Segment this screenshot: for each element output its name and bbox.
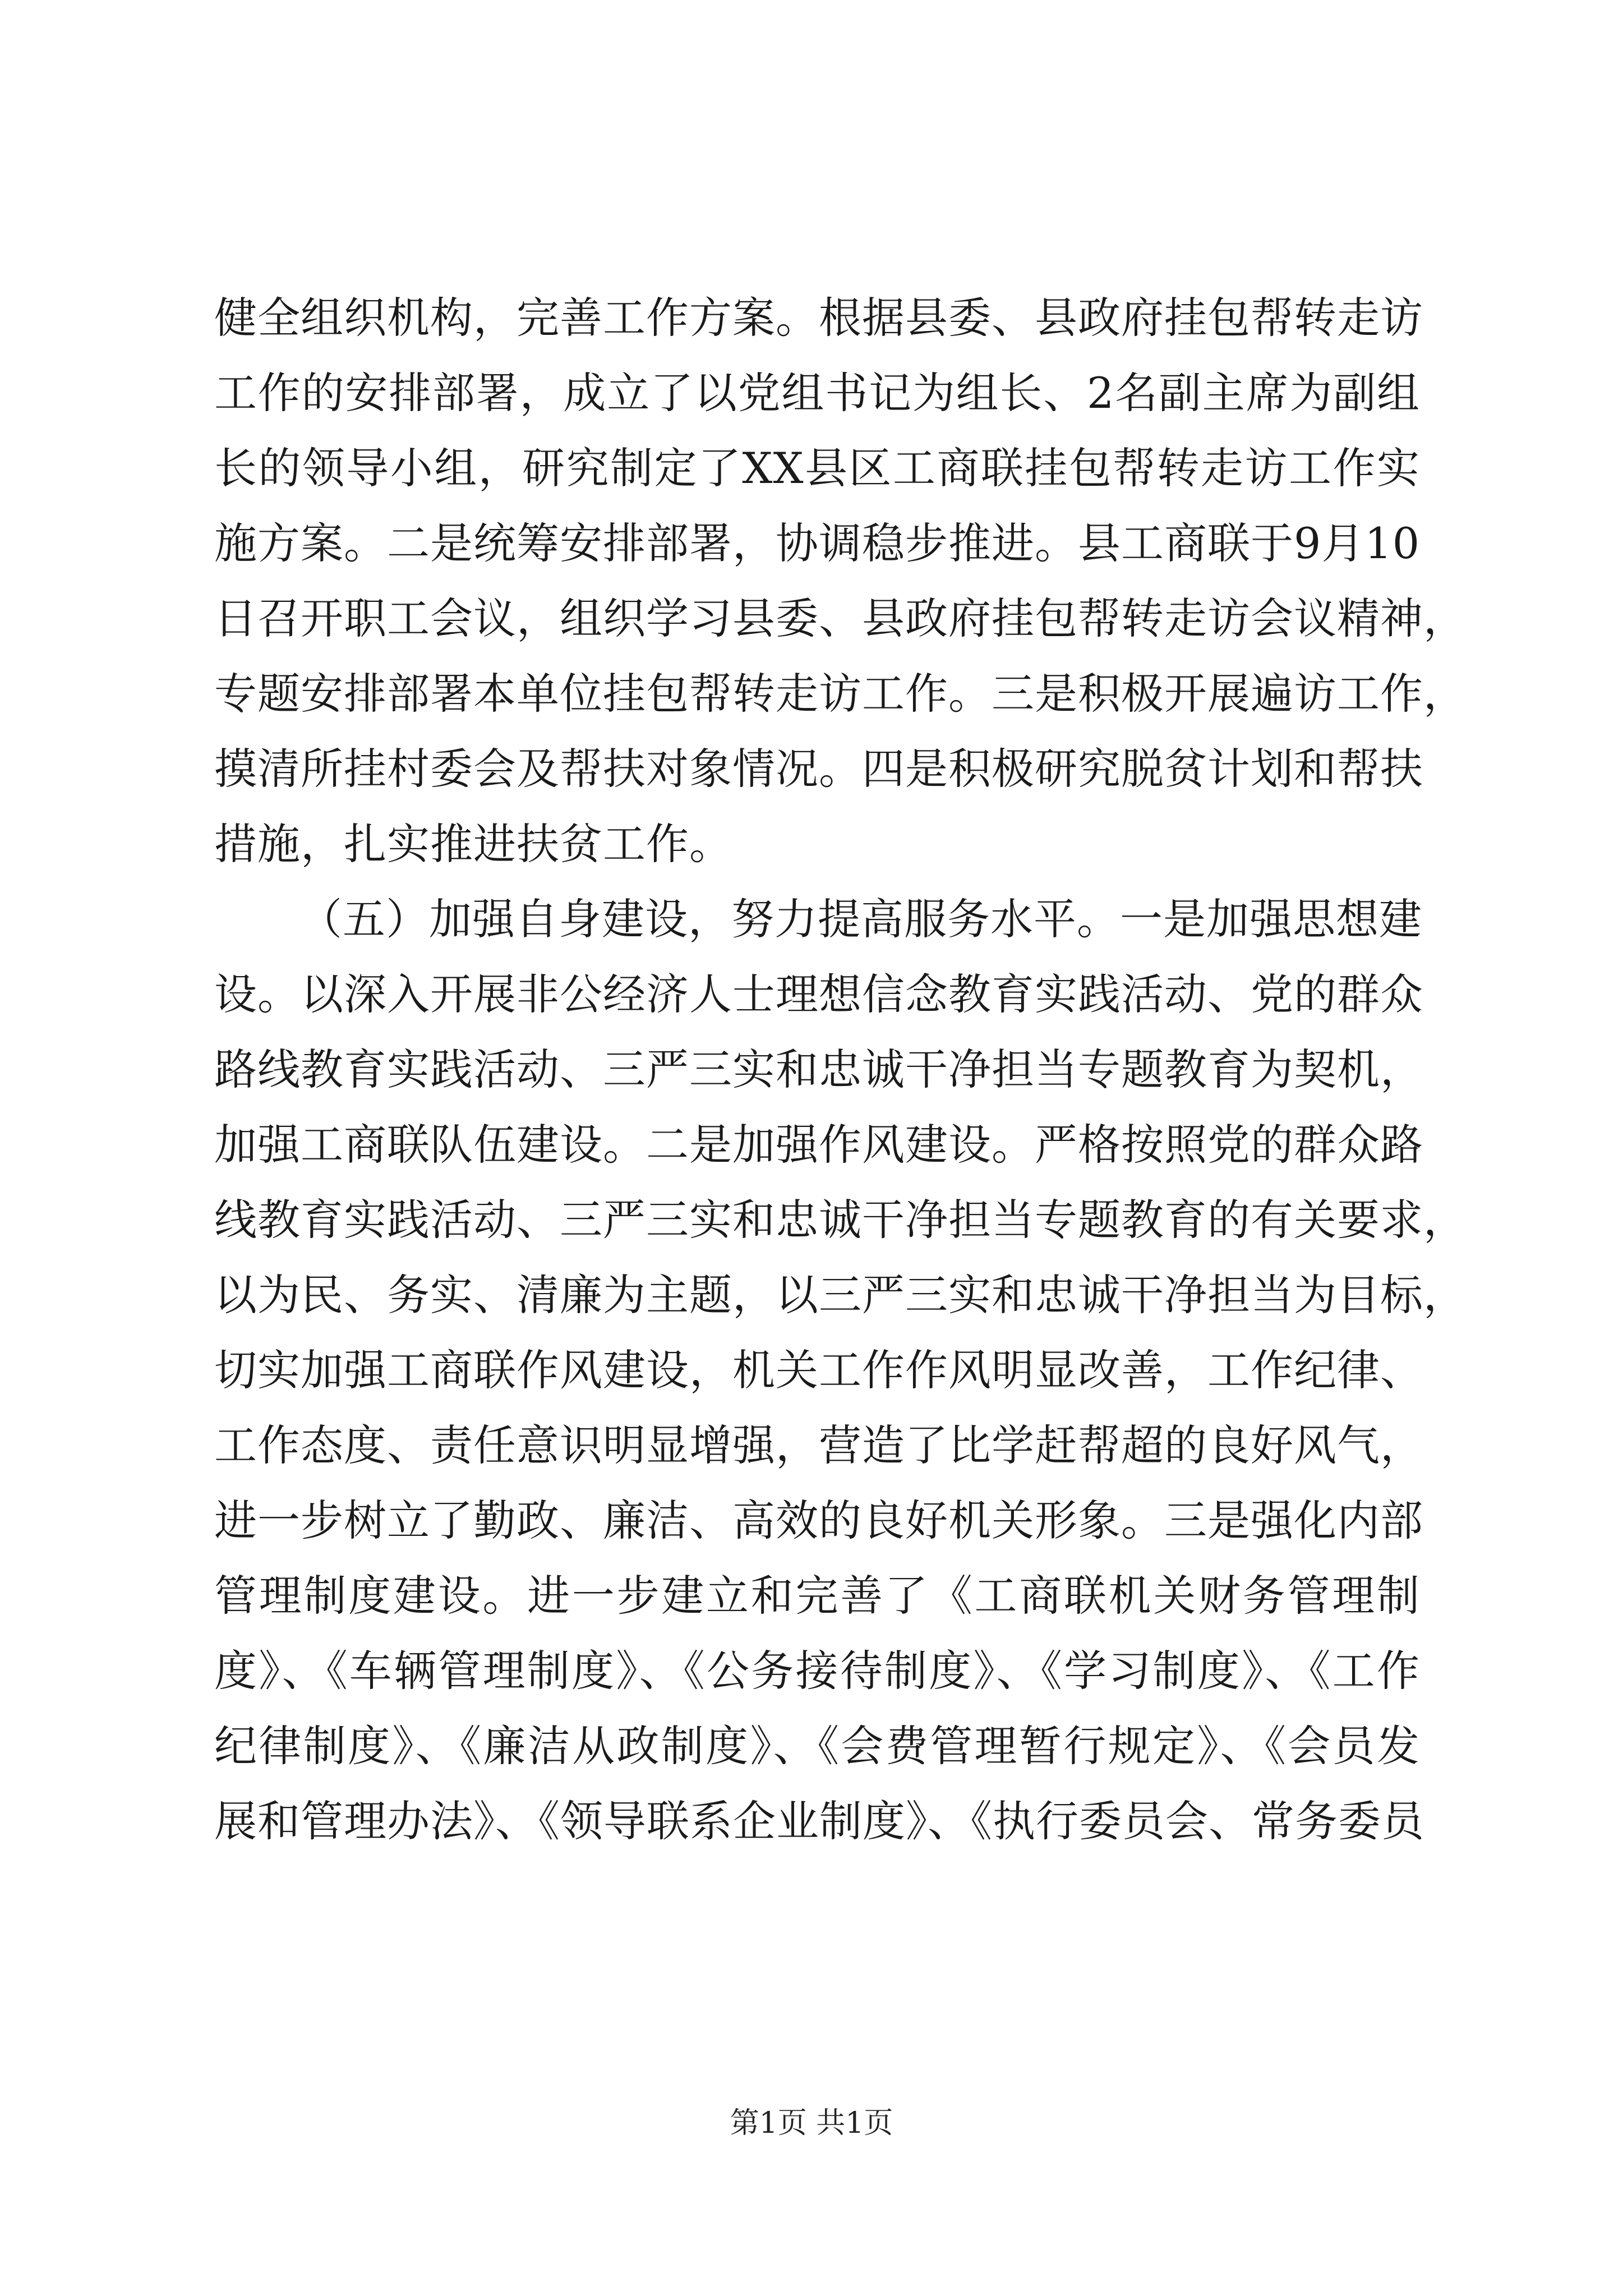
text-line: 以为民、务实、清廉为主题，以三严三实和忠诚干净担当为目标，: [214, 1270, 1467, 1320]
text-line: 工作的安排部署，成立了以党组书记为组长、2名副主席为副组: [214, 368, 1420, 418]
text-line: 管理制度建设。进一步建立和完善了《工商联机关财务管理制: [214, 1571, 1420, 1621]
text-line: 施方案。二是统筹安排部署，协调稳步推进。县工商联于9月10: [214, 518, 1421, 568]
text-line: 线教育实践活动、三严三实和忠诚干净担当专题教育的有关要求，: [214, 1195, 1467, 1245]
text-line: 工作态度、责任意识明显增强，营造了比学赶帮超的良好风气，: [214, 1420, 1423, 1470]
text-line: 度》、《车辆管理制度》、《公务接待制度》、《学习制度》、《工作: [214, 1646, 1420, 1696]
paragraph-heading-line: （五）加强自身建设，努力提高服务水平。一是加强思想建: [299, 894, 1422, 944]
text-line: 切实加强工商联作风建设，机关工作作风明显改善，工作纪律、: [214, 1345, 1423, 1395]
text-line: 健全组织机构，完善工作方案。根据县委、县政府挂包帮转走访: [214, 293, 1423, 343]
page-footer: 第1页 共1页: [730, 2106, 893, 2140]
text-line: 措施，扎实推进扶贫工作。: [214, 819, 732, 869]
text-line: 纪律制度》、《廉洁从政制度》、《会费管理暂行规定》、《会员发: [214, 1721, 1420, 1771]
text-line: 展和管理办法》、《领导联系企业制度》、《执行委员会、常务委员: [214, 1796, 1424, 1846]
text-line: 长的领导小组，研究制定了XX县区工商联挂包帮转走访工作实: [214, 443, 1420, 493]
body-text: [214, 280, 1467, 1859]
text-line: 日召开职工会议，组织学习县委、县政府挂包帮转走访会议精神，: [214, 593, 1467, 643]
text-line: 路线教育实践活动、三严三实和忠诚干净担当专题教育为契机，: [214, 1045, 1423, 1094]
text-line: 摸清所挂村委会及帮扶对象情况。四是积极研究脱贫计划和帮扶: [214, 744, 1423, 794]
text-line: 设。以深入开展非公经济人士理想信念教育实践活动、党的群众: [214, 969, 1423, 1019]
text-line: 加强工商联队伍建设。二是加强作风建设。严格按照党的群众路: [214, 1120, 1423, 1170]
text-line: 进一步树立了勤政、廉洁、高效的良好机关形象。三是强化内部: [214, 1496, 1423, 1545]
text-line: 专题安排部署本单位挂包帮转走访工作。三是积极开展遍访工作，: [214, 669, 1467, 719]
